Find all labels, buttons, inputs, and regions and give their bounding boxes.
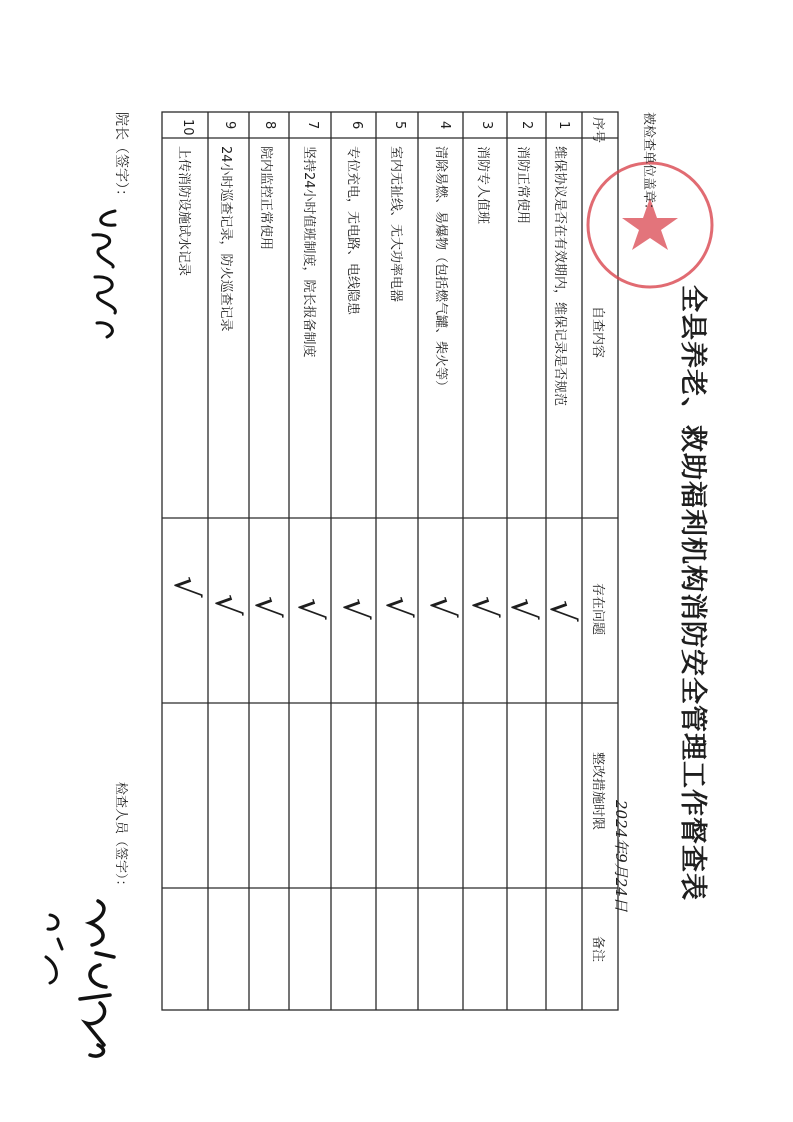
row-number: 1 (556, 121, 571, 130)
checkmark: √ (335, 598, 375, 620)
checkmark: √ (290, 598, 330, 620)
checkmark: √ (207, 594, 247, 616)
row-content: 院内监控正常使用 (258, 146, 273, 251)
checkmark: √ (247, 596, 287, 618)
page-title: 全县养老、救助福利机构消防安全管理工作督查表 (677, 285, 708, 901)
dean-signature-label: 院长（签字）： (113, 112, 129, 203)
row-content: 清除易燃、易爆物（包括燃气罐、柴火等） (433, 146, 448, 394)
row-number: 8 (262, 121, 277, 130)
row-number: 4 (437, 121, 452, 130)
row-number: 5 (392, 121, 407, 130)
row-content: 上传消防设施试水记录 (176, 146, 191, 277)
checkmark: √ (542, 600, 582, 622)
checkmark: √ (378, 596, 418, 618)
header-measure: 整改措施时限 (590, 752, 605, 831)
row-number: 3 (479, 121, 494, 130)
row-number: 2 (519, 121, 534, 130)
inspected-unit-label: 被检查单位盖章： (641, 112, 656, 217)
row-content: 专位充电，无电路、电线隐患 (345, 146, 360, 316)
row-content: 消防正常使用 (515, 146, 530, 225)
dean-handwritten-signature (85, 205, 135, 345)
inspection-date: 2024年9月24日 (612, 800, 630, 912)
checkmark: √ (464, 596, 504, 618)
row-number: 10 (180, 119, 195, 136)
checkmark: √ (422, 596, 462, 618)
checkmark: √ (166, 576, 206, 598)
header-issue: 存在问题 (590, 583, 605, 636)
row-content: 24小时巡查记录，防火巡查记录 (218, 146, 233, 332)
row-content: 室内无扯线、无大功率电器 (388, 146, 403, 303)
header-remark: 备注 (590, 936, 605, 963)
row-content: 维保协议是否在有效期内，维保记录是否规范 (552, 146, 567, 407)
row-content: 消防专人值班 (475, 146, 490, 225)
row-number: 6 (349, 121, 364, 130)
row-number: 9 (222, 121, 237, 130)
row-number: 7 (305, 121, 320, 130)
header-no: 序号 (590, 117, 605, 144)
header-content: 自查内容 (590, 306, 605, 359)
row-content: 坚持24小时值班制度，院长报备制度 (301, 146, 316, 358)
checkmark: √ (503, 598, 543, 620)
inspector-handwritten-signature (40, 895, 120, 1065)
inspector-signature-label: 检查人员（签字）： (113, 782, 128, 893)
